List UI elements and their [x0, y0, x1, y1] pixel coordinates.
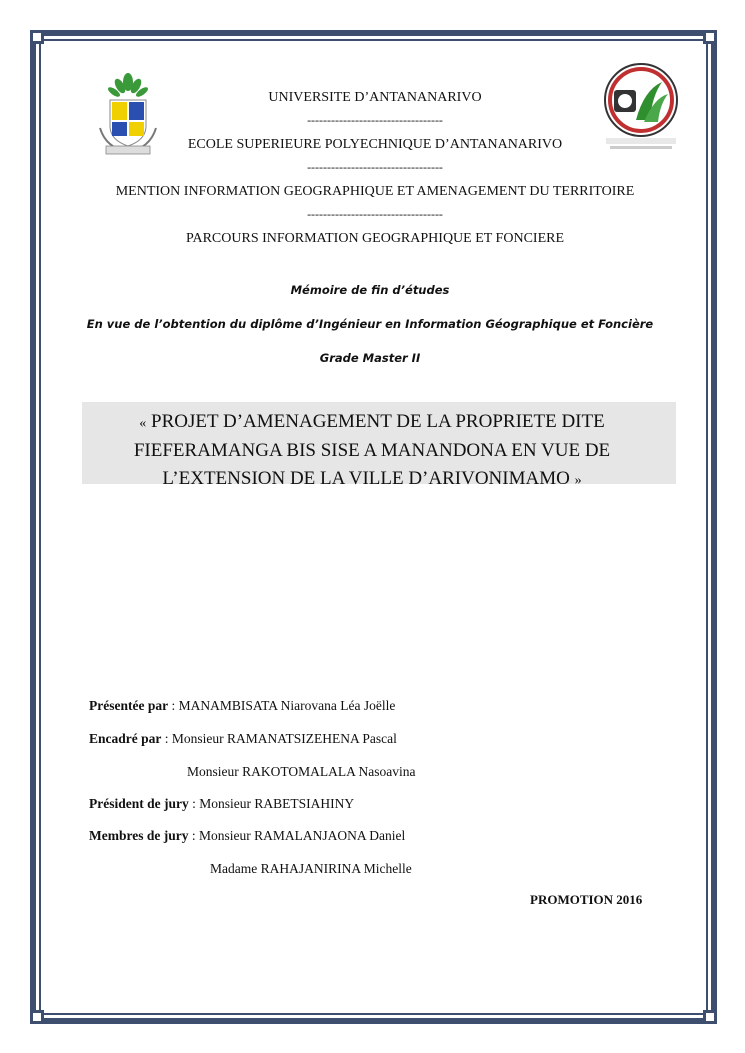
border-corner	[703, 30, 717, 44]
school-name: ECOLE SUPERIEURE POLYECHNIQUE D’ANTANANARIVO	[187, 137, 563, 152]
encadre-value-1: : Monsieur RAMANATSIZEHENA Pascal	[161, 731, 397, 746]
title-text-3: L’EXTENSION DE LA VILLE D’ARIVONIMAMO	[162, 468, 570, 489]
open-quote: «	[139, 416, 147, 431]
mention-name: MENTION INFORMATION GEOGRAPHIQUE ET AMENAGEMENT DU TERRITOIRE	[115, 184, 635, 199]
encadre-value-2: Monsieur RAKOTOMALALA Nasoavina	[187, 764, 416, 779]
encadre-label: Encadré par	[89, 731, 162, 746]
parcours-name: PARCOURS INFORMATION GEOGRAPHIQUE ET FONCIERE	[185, 231, 565, 246]
grade-line: Grade Master II	[319, 351, 421, 365]
separator-line: ----------------------------------	[307, 207, 443, 221]
presentee-value: : MANAMBISATA Niarovana Léa Joëlle	[168, 698, 396, 713]
title-text-1: PROJET D’AMENAGEMENT DE LA PROPRIETE DITE	[151, 411, 605, 432]
diploma-line: En vue de l’obtention du diplôme d’Ingénieur en Information Géographique et Foncière	[86, 317, 654, 331]
border-corner	[30, 30, 44, 44]
membres-value-2: Madame RAHAJANIRINA Michelle	[210, 861, 412, 876]
president-value: : Monsieur RABETSIAHINY	[188, 796, 355, 811]
encadre-row	[89, 731, 397, 747]
membres-value-1: : Monsieur RAMALANJAONA Daniel	[188, 828, 406, 843]
membres-row	[89, 828, 405, 844]
close-quote: »	[574, 473, 582, 488]
membres-label: Membres de jury	[89, 828, 189, 843]
title-line-1	[82, 411, 662, 433]
presentee-row	[89, 698, 395, 714]
president-label: Président de jury	[89, 796, 189, 811]
promotion-label: PROMOTION 2016	[530, 892, 643, 907]
separator-line: ----------------------------------	[307, 160, 443, 174]
president-row	[89, 796, 354, 812]
presentee-label: Présentée par	[89, 698, 169, 713]
border-corner	[703, 1010, 717, 1024]
memoire-heading: Mémoire de fin d’études	[290, 283, 450, 297]
title-line-3	[82, 468, 662, 490]
separator-line: ----------------------------------	[307, 113, 443, 127]
title-line-2: FIEFERAMANGA BIS SISE A MANANDONA EN VUE DE	[133, 440, 611, 461]
border-corner	[30, 1010, 44, 1024]
university-name: UNIVERSITE D’ANTANANARIVO	[268, 90, 482, 105]
